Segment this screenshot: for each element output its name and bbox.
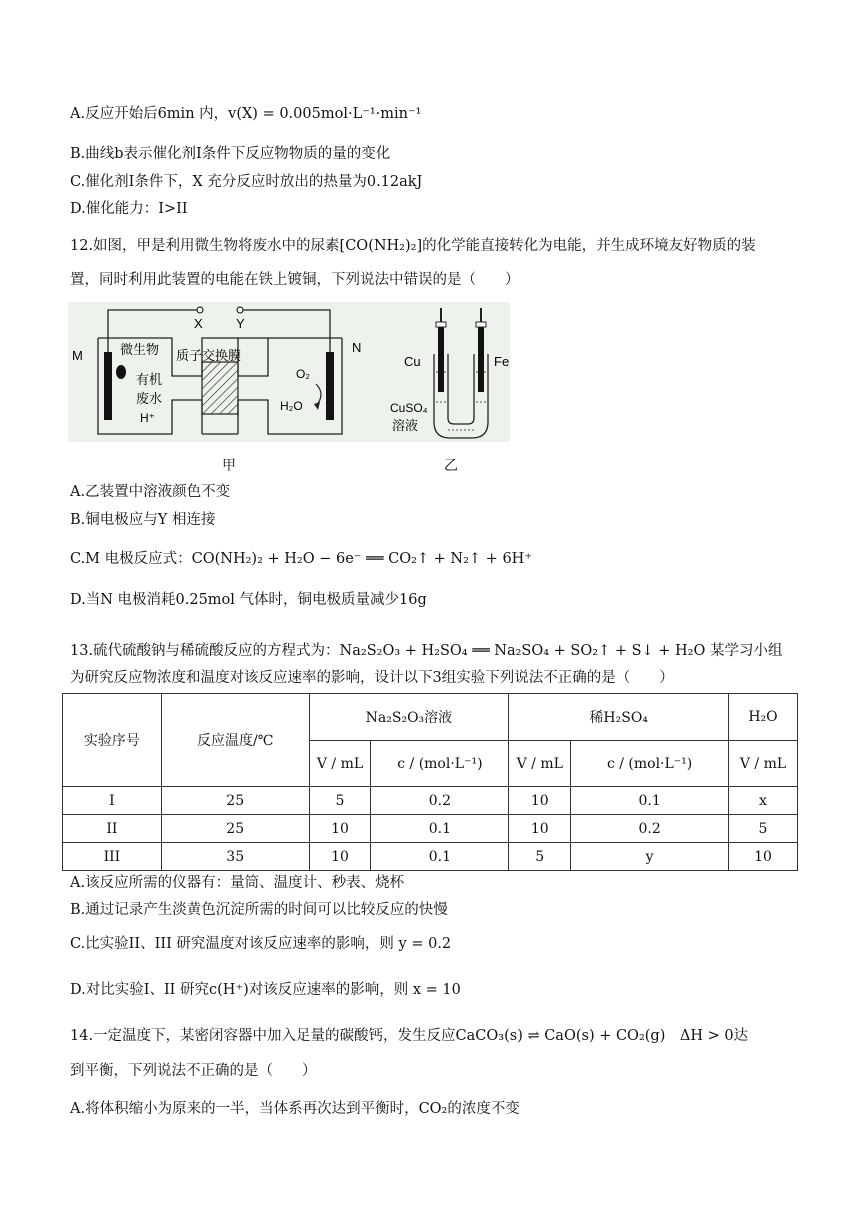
table-cell: 0.2: [571, 815, 729, 843]
microbe-icon: [116, 365, 126, 379]
q13-option-c: C.比实验II、III 研究温度对该反应速率的影响，则 y = 0.2: [70, 936, 452, 952]
q13-option-b: B.通过记录产生淡黄色沉淀所需的时间可以比较反应的快慢: [70, 902, 448, 918]
subheader-volume: V / mL: [309, 741, 371, 787]
label-wastewater: 废水: [136, 391, 163, 406]
label-membrane: 质子交换膜: [176, 348, 242, 363]
label-cu: Cu: [404, 354, 421, 369]
table-cell: 0.1: [371, 815, 509, 843]
q14-option-a: A.将体积缩小为原来的一半，当体系再次达到平衡时，CO₂的浓度不变: [70, 1101, 520, 1117]
q13-stem-line2: 为研究反应物浓度和温度对该反应速率的影响，设计以下3组实验下列说法不正确的是（ ）: [70, 670, 674, 686]
subheader-concentration: c / (mol·L⁻¹): [371, 741, 509, 787]
q11-option-a: A.反应开始后6min 内，v(X) = 0.005mol·L⁻¹·min⁻¹: [70, 106, 422, 122]
q12-option-c: C.M 电极反应式：CO(NH₂)₂ + H₂O − 6e⁻ ══ CO₂↑ + N₂↑ + 6H⁺: [70, 551, 532, 567]
table-cell: II: [63, 815, 162, 843]
table-cell: 0.1: [571, 787, 729, 815]
q11-option-c: C.催化剂I条件下，X 充分反应时放出的热量为0.12akJ: [70, 174, 423, 190]
label-h2o: H₂O: [280, 399, 303, 413]
header-na2s2o3: Na₂S₂O₃溶液: [309, 694, 509, 741]
q12-stem-line2: 置，同时利用此装置的电能在铁上镀铜，下列说法中错误的是（ ）: [70, 272, 520, 288]
header-temperature: 反应温度/℃: [161, 694, 309, 787]
q14-stem-line2: 到平衡，下列说法不正确的是（ ）: [70, 1063, 317, 1079]
table-row: [63, 787, 798, 815]
q14-stem-line1: 14.一定温度下，某密闭容器中加入足量的碳酸钙，发生反应CaCO₃(s) ⇌ CaO(s) + CO₂(g) ΔH > 0达: [70, 1028, 749, 1044]
table-cell: 0.1: [371, 843, 509, 871]
table-cell: 35: [161, 843, 309, 871]
q12-option-a: A.乙装置中溶液颜色不变: [70, 484, 231, 500]
table-cell: 10: [509, 787, 571, 815]
fuel-cell-diagram: [68, 302, 510, 442]
label-n: N: [352, 340, 362, 355]
subheader-concentration: c / (mol·L⁻¹): [571, 741, 729, 787]
label-organic: 有机: [136, 372, 163, 387]
table-cell: 10: [729, 843, 798, 871]
q11-option-b: B.曲线b表示催化剂I条件下反应物物质的量的变化: [70, 146, 391, 162]
header-h2so4: 稀H₂SO₄: [509, 694, 729, 741]
electrode-n: [326, 352, 334, 420]
table-cell: 25: [161, 787, 309, 815]
table-cell: III: [63, 843, 162, 871]
label-solution: 溶液: [392, 418, 419, 433]
caption-yi: 乙: [444, 458, 458, 474]
table-cell: 10: [509, 815, 571, 843]
table-row: [63, 815, 798, 843]
subheader-volume: V / mL: [729, 741, 798, 787]
q12-stem-line1: 12.如图，甲是利用微生物将废水中的尿素[CO(NH₂)₂]的化学能直接转化为电能，并生成环境友好物质的装: [70, 238, 756, 254]
label-y: Y: [236, 316, 245, 331]
caption-jia: 甲: [222, 458, 236, 474]
electrode-m: [104, 352, 112, 420]
header-experiment-seq: 实验序号: [63, 694, 162, 787]
table-cell: 5: [509, 843, 571, 871]
q12-option-d: D.当N 电极消耗0.25mol 气体时，铜电极质量减少16g: [70, 592, 427, 608]
terminal-x: [197, 307, 203, 313]
label-m: M: [72, 348, 83, 363]
table-cell: 25: [161, 815, 309, 843]
table-cell: 10: [309, 843, 371, 871]
terminal-y: [237, 307, 243, 313]
label-o2: O₂: [296, 367, 310, 381]
table-cell: 5: [309, 787, 371, 815]
table-row: [63, 843, 798, 871]
table-cell: 5: [729, 815, 798, 843]
experiment-table: [62, 693, 798, 871]
subheader-volume: V / mL: [509, 741, 571, 787]
label-x: X: [194, 316, 203, 331]
label-cuso4: CuSO₄: [390, 401, 428, 415]
table-cell: 0.2: [371, 787, 509, 815]
label-hplus: H⁺: [140, 411, 155, 425]
q11-option-d: D.催化能力：I>II: [70, 201, 188, 217]
q13-stem-line1: 13.硫代硫酸钠与稀硫酸反应的方程式为：Na₂S₂O₃ + H₂SO₄ ══ Na₂SO₄ + SO₂↑ + S↓ + H₂O 某学习小组: [70, 643, 783, 659]
q13-option-d: D.对比实验I、II 研究c(H⁺)对该反应速率的影响，则 x = 10: [70, 982, 461, 998]
label-fe: Fe: [494, 354, 510, 369]
table-cell: x: [729, 787, 798, 815]
header-h2o: H₂O: [729, 694, 798, 741]
proton-exchange-membrane: [202, 362, 238, 414]
table-cell: I: [63, 787, 162, 815]
table-cell: 10: [309, 815, 371, 843]
table-cell: y: [571, 843, 729, 871]
q13-option-a: A.该反应所需的仪器有：量筒、温度计、秒表、烧杯: [70, 875, 405, 891]
q12-option-b: B.铜电极应与Y 相连接: [70, 512, 216, 528]
fe-electrode: [478, 322, 484, 392]
label-microbe: 微生物: [120, 342, 160, 357]
cu-electrode: [438, 322, 444, 392]
